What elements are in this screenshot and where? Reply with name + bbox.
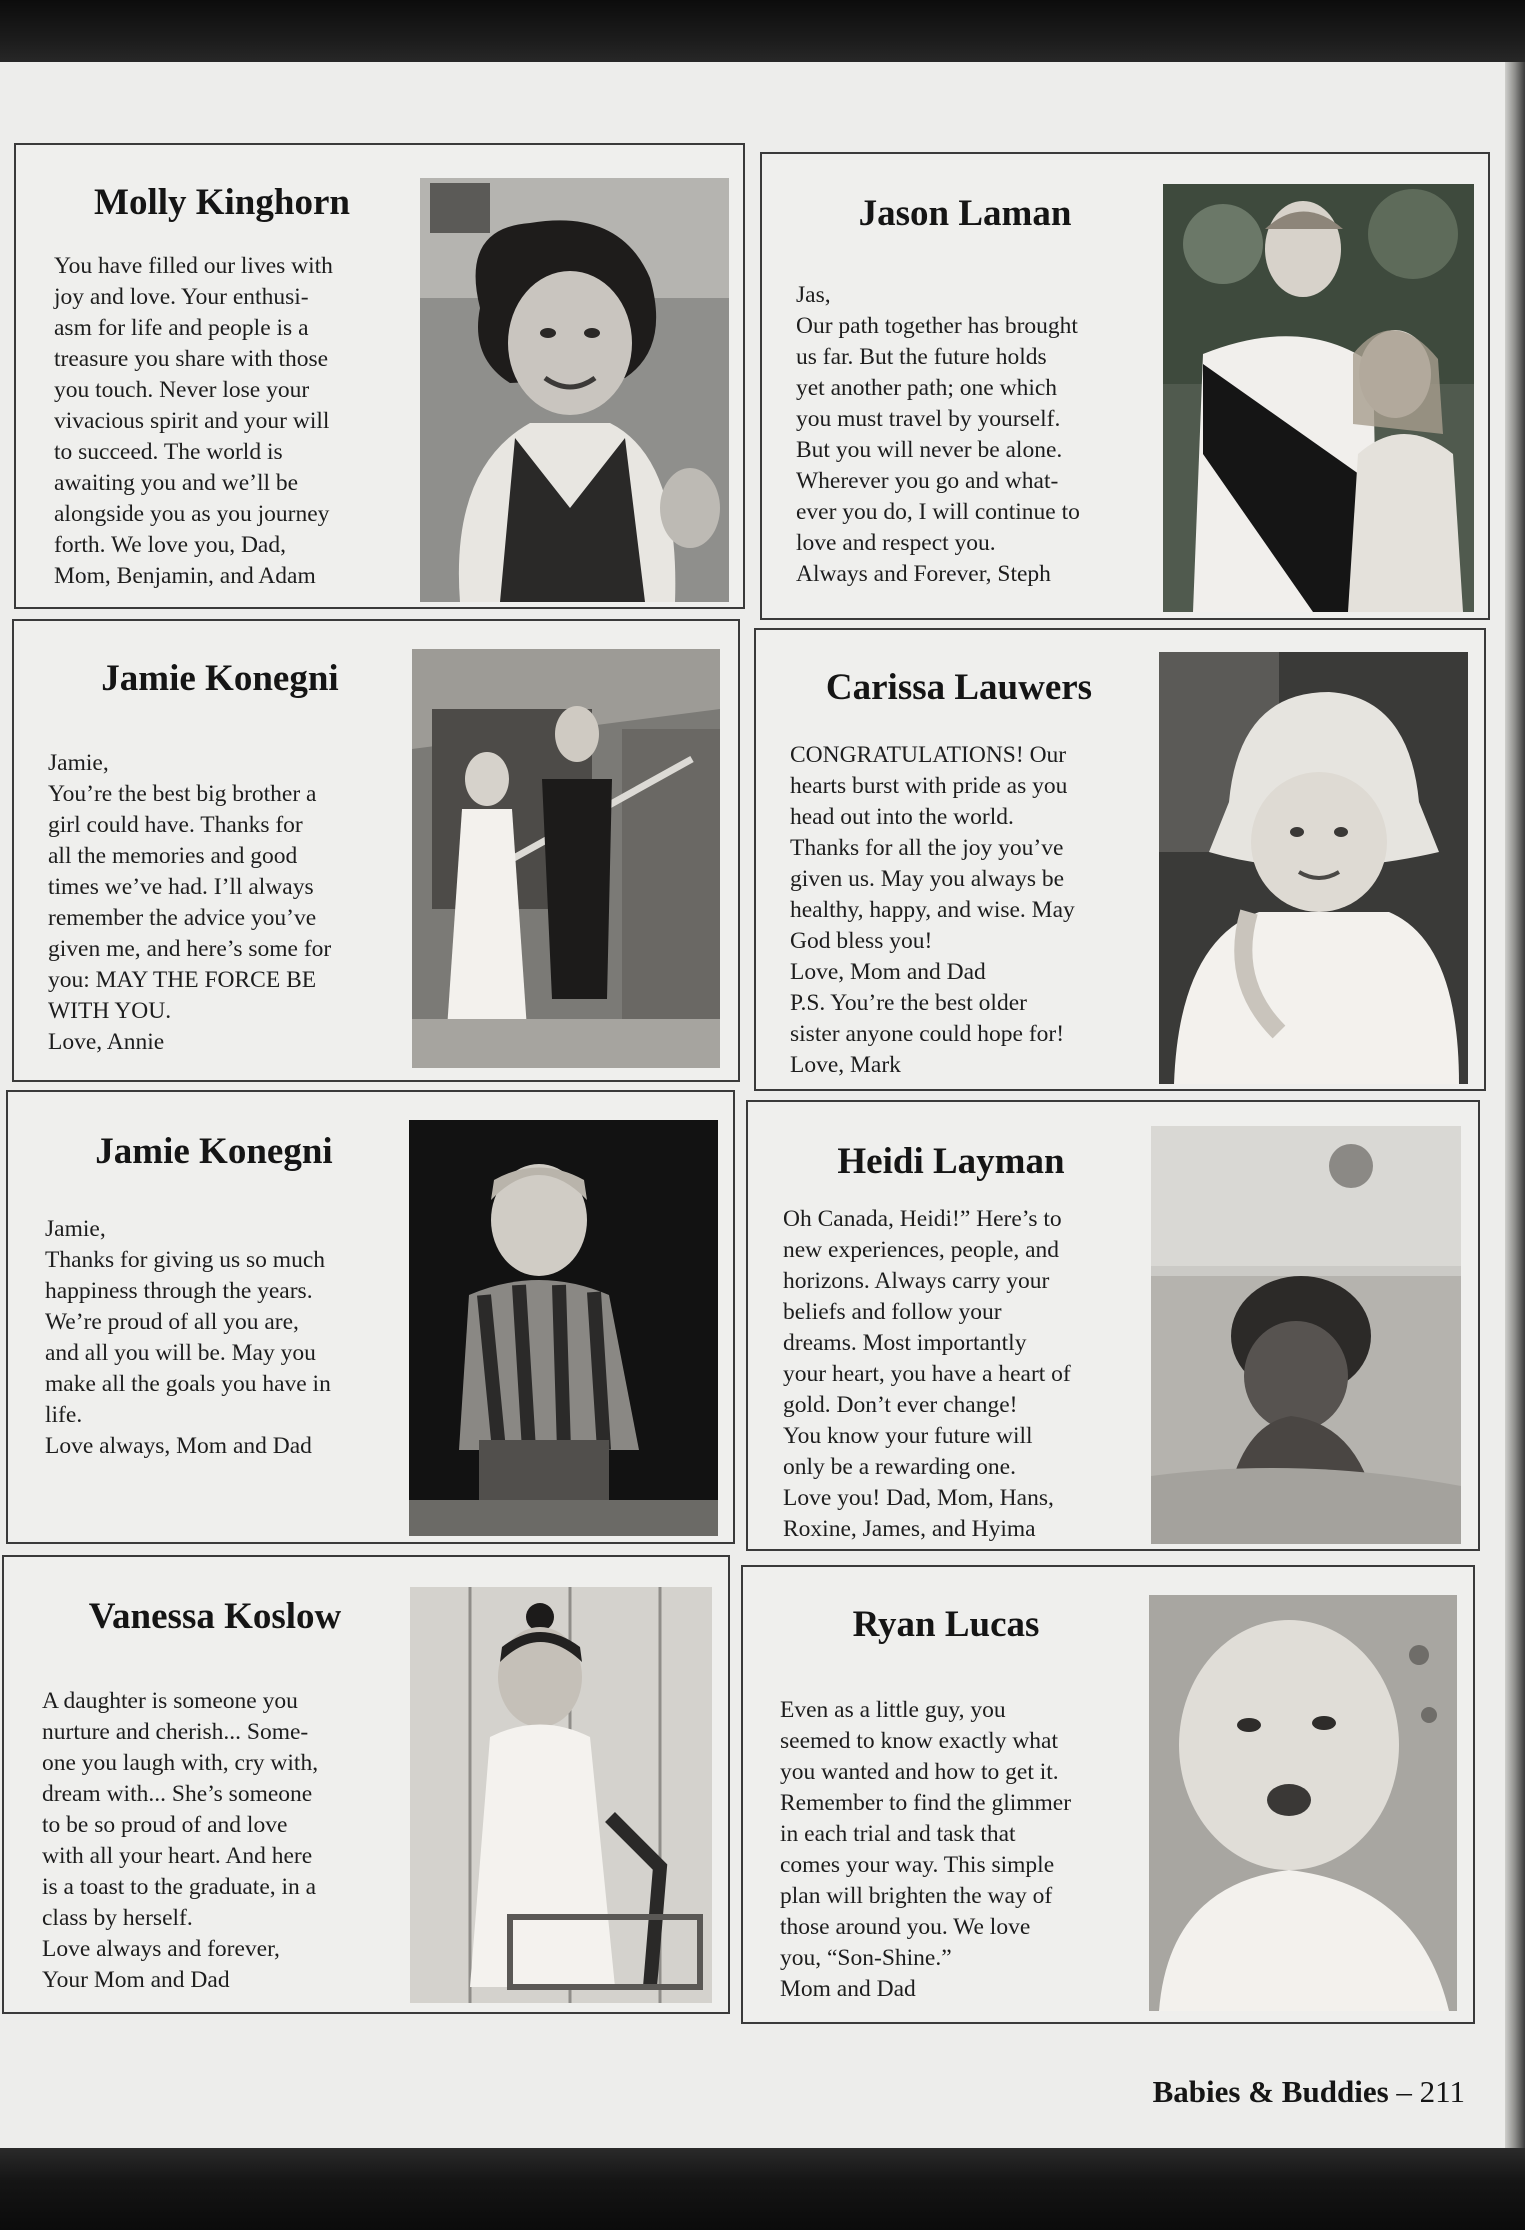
tribute-card-heidi-layman [746, 1100, 1480, 1551]
folio-separator: – [1388, 2074, 1420, 2109]
senior-name: Jamie Konegni [95, 1131, 333, 1172]
scan-top-edge [0, 0, 1525, 70]
senior-name: Jason Laman [858, 193, 1072, 234]
page-number: 211 [1419, 2074, 1465, 2109]
boy-portrait-photo [409, 1120, 718, 1536]
couple-photo [1163, 184, 1474, 612]
tribute-card-molly-kinghorn [14, 143, 745, 609]
tribute-card-vanessa-koslow [2, 1555, 730, 2014]
baby-in-tub-photo [1151, 1126, 1461, 1544]
infant-photo [1149, 1595, 1457, 2011]
tribute-message: Jamie, You’re the best big brother a girl could have. Thanks for all the memories and good times we’ve had. I’ll always remember the advice you’ve given me, and here’s some for you: MAY THE FORCE BE WITH YOU. Love, Annie [48, 750, 332, 1055]
toddler-photo [1159, 652, 1468, 1084]
senior-name: Molly Kinghorn [94, 182, 350, 223]
senior-name: Jamie Konegni [101, 658, 339, 699]
tribute-card-carissa-lauwers [754, 628, 1486, 1091]
page-folio [1040, 2074, 1465, 2110]
senior-name: Carissa Lauwers [825, 667, 1093, 708]
tribute-card-ryan-lucas [741, 1565, 1475, 2024]
tribute-message: Jamie, Thanks for giving us so much happiness through the years. We’re proud of all you are, and all you will be. May you make all the goals you have in life. Love always, Mom and Dad [45, 1216, 331, 1459]
siblings-photo [412, 649, 720, 1068]
girl-portrait-photo [410, 1587, 712, 2003]
tribute-message: Jas, Our path together has brought us far. But the future holds yet another path; one which you must travel by yourself. But you will never be alone. Wherever you go and what- ever you do, I will continue to love and respect you. Always and Forever, Steph [796, 282, 1080, 587]
tribute-message: Oh Canada, Heidi!” Here’s to new experiences, people, and horizons. Always carry your beliefs and follow your dreams. Most importantly your heart, you have a heart of gold. Don’t ever change! You know your future will only be a rewarding one. Love you! Dad, Mom, Hans, Roxine, James, and Hyima [783, 1206, 1071, 1542]
baby-photo [420, 178, 729, 602]
tribute-card-jamie-konegni-2 [6, 1090, 735, 1544]
tribute-card-jamie-konegni-1 [12, 619, 740, 1082]
tribute-message: A daughter is someone you nurture and cherish... Some- one you laugh with, cry with, dream with... She’s someone to be so proud of and love with all your heart. And here is a toast to the graduate, in a class by herself. Love always and forever, Your Mom and Dad [42, 1688, 319, 1993]
tribute-message: You have filled our lives with joy and love. Your enthusi- asm for life and people is a treasure you share with those you touch. Never lose your vivacious spirit and your will to succeed. The world is awaiting you and we’ll be alongside you as you journey forth. We love you, Dad, Mom, Benjamin, and Adam [54, 253, 333, 589]
scan-bottom-edge [0, 2148, 1525, 2230]
senior-name: Heidi Layman [837, 1141, 1065, 1182]
tribute-card-jason-laman [760, 152, 1490, 620]
page-binding-edge [1505, 62, 1525, 2152]
senior-name: Ryan Lucas [852, 1604, 1040, 1645]
tribute-message: CONGRATULATIONS! Our hearts burst with pride as you head out into the world. Thanks for all the joy you’ve given us. May you always be healthy, happy, and wise. May God bless you! Love, Mom and Dad P.S. You’re the best older sister anyone could hope for! Love, Mark [790, 742, 1075, 1078]
tribute-message: Even as a little guy, you seemed to know exactly what you wanted and how to get it. Remember to find the glimmer in each trial and task that comes your way. This simple plan will brighten the way of those around you. We love you, “Son-Shine.” Mom and Dad [780, 1697, 1072, 2002]
section-title: Babies & Buddies [1152, 2074, 1389, 2109]
senior-name: Vanessa Koslow [88, 1596, 342, 1637]
